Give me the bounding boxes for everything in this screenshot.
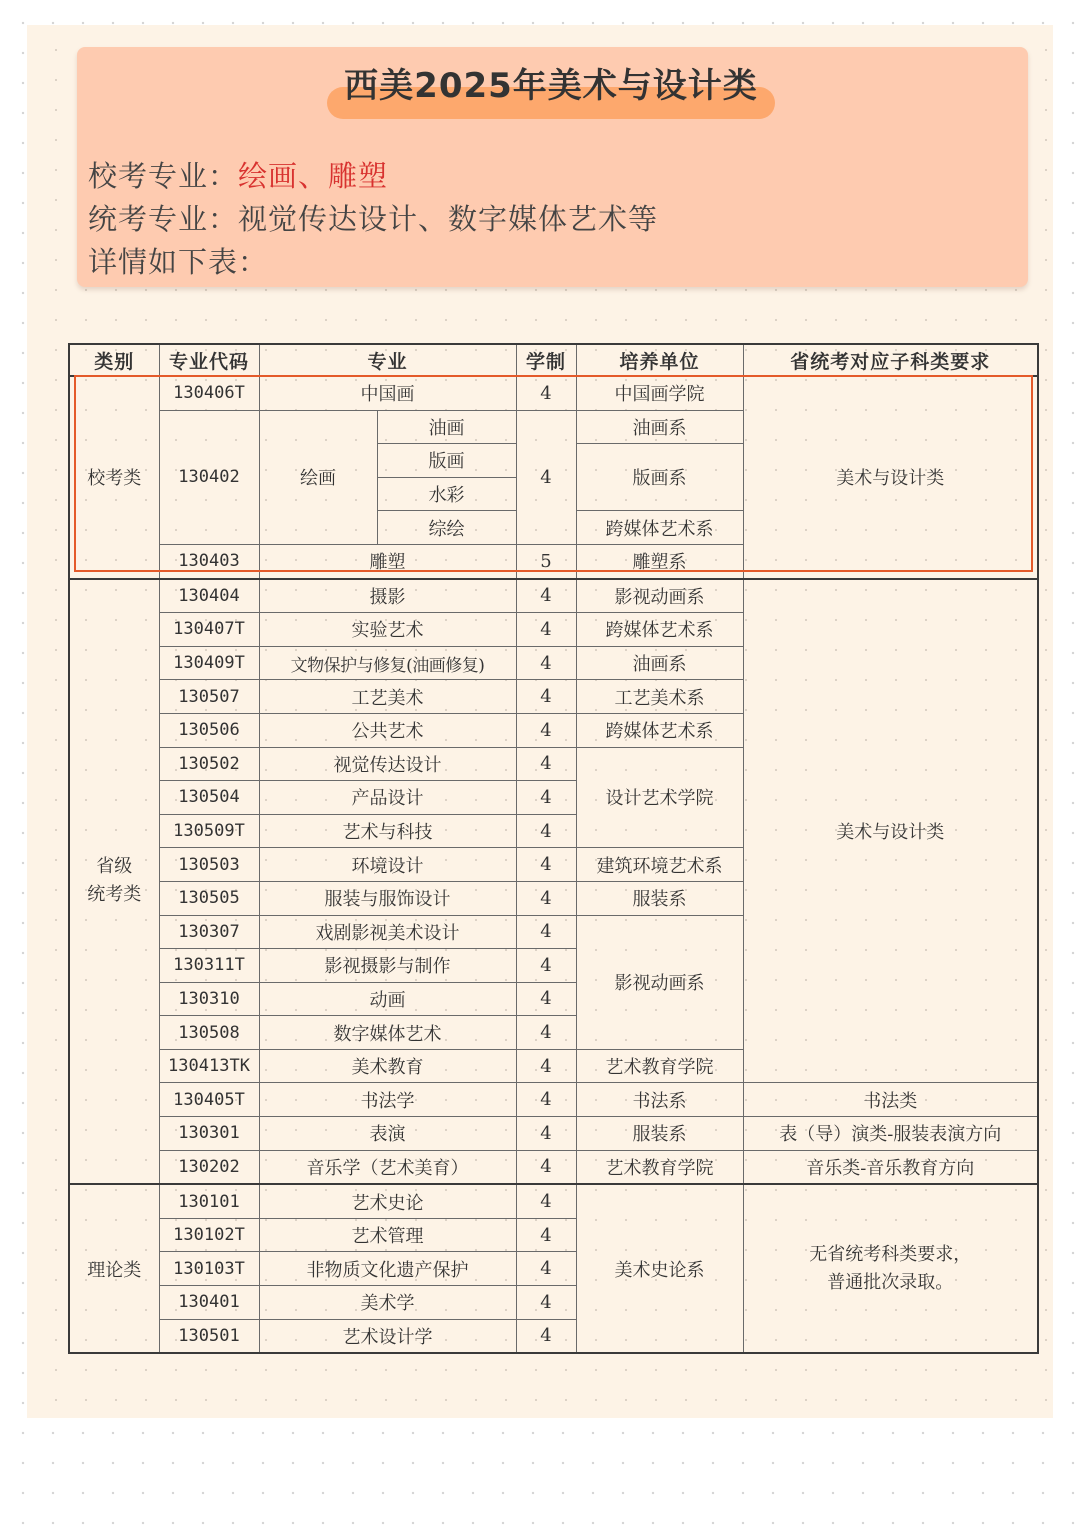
header-code: 专业代码 <box>159 344 259 376</box>
header-category: 类别 <box>69 344 159 376</box>
study-years: 4 <box>516 1049 576 1083</box>
major-name: 戏剧影视美术设计 <box>259 915 516 949</box>
painting-sub-major: 油画 <box>377 410 516 444</box>
major-name: 雕塑 <box>259 544 516 578</box>
requirement-music: 音乐类-音乐教育方向 <box>743 1150 1038 1184</box>
major-name: 文物保护与修复(油画修复) <box>259 646 516 680</box>
study-years: 4 <box>516 713 576 747</box>
major-name: 产品设计 <box>259 781 516 815</box>
training-unit: 建筑环境艺术系 <box>576 848 743 882</box>
study-years: 4 <box>516 881 576 915</box>
majors-table <box>68 343 1039 1354</box>
training-unit: 油画系 <box>576 646 743 680</box>
major-code: 130413TK <box>159 1049 259 1083</box>
training-unit: 跨媒体艺术系 <box>576 713 743 747</box>
major-name: 中国画 <box>259 376 516 410</box>
major-code: 130307 <box>159 915 259 949</box>
major-code: 130301 <box>159 1117 259 1151</box>
major-code: 130403 <box>159 544 259 578</box>
page-title: 西美2025年美术与设计类 <box>344 66 758 106</box>
major-code: 130101 <box>159 1184 259 1218</box>
major-name: 影视摄影与制作 <box>259 949 516 983</box>
training-unit: 工艺美术系 <box>576 680 743 714</box>
study-years: 4 <box>516 646 576 680</box>
table-row <box>69 1184 1038 1218</box>
major-code: 130502 <box>159 747 259 781</box>
training-unit: 书法系 <box>576 1083 743 1117</box>
requirement-theory: 无省统考科类要求， 普通批次录取。 <box>743 1184 1038 1353</box>
major-code: 130506 <box>159 713 259 747</box>
requirement-calligraphy: 书法类 <box>743 1083 1038 1117</box>
training-unit: 服装系 <box>576 881 743 915</box>
training-unit: 服装系 <box>576 1117 743 1151</box>
requirement-school-exam: 美术与设计类 <box>743 376 1038 579</box>
major-code: 130406T <box>159 376 259 410</box>
major-code: 130509T <box>159 814 259 848</box>
study-years: 4 <box>516 949 576 983</box>
study-years: 4 <box>516 1218 576 1252</box>
major-code: 130505 <box>159 881 259 915</box>
school-exam-line <box>88 154 388 195</box>
training-unit: 雕塑系 <box>576 544 743 578</box>
major-name: 美术学 <box>259 1286 516 1320</box>
major-name: 视觉传达设计 <box>259 747 516 781</box>
table-header-row <box>69 344 1038 376</box>
major-code: 130409T <box>159 646 259 680</box>
major-code: 130407T <box>159 613 259 647</box>
major-name: 摄影 <box>259 579 516 613</box>
table-row <box>69 376 1038 410</box>
study-years: 5 <box>516 544 576 578</box>
study-years: 4 <box>516 579 576 613</box>
study-years: 4 <box>516 1150 576 1184</box>
major-code: 130103T <box>159 1252 259 1286</box>
study-years: 4 <box>516 376 576 410</box>
major-code: 130507 <box>159 680 259 714</box>
training-unit: 中国画学院 <box>576 376 743 410</box>
major-code: 130503 <box>159 848 259 882</box>
training-unit: 跨媒体艺术系 <box>576 613 743 647</box>
major-name: 美术教育 <box>259 1049 516 1083</box>
school-exam-majors: 绘画、雕塑 <box>238 159 389 193</box>
major-name: 服装与服饰设计 <box>259 881 516 915</box>
training-unit: 设计艺术学院 <box>576 747 743 848</box>
header-unit: 培养单位 <box>576 344 743 376</box>
category-theory: 理论类 <box>69 1184 159 1353</box>
major-name: 绘画 <box>259 410 377 544</box>
major-code: 130102T <box>159 1218 259 1252</box>
unified-exam-line: 统考专业：视觉传达设计、数字媒体艺术等 <box>88 202 659 236</box>
header-years: 学制 <box>516 344 576 376</box>
major-code: 130402 <box>159 410 259 544</box>
major-name: 表演 <box>259 1117 516 1151</box>
major-code: 130405T <box>159 1083 259 1117</box>
major-name: 非物质文化遗产保护 <box>259 1252 516 1286</box>
table-row <box>69 1150 1038 1184</box>
details-line: 详情如下表： <box>88 245 269 279</box>
study-years: 4 <box>516 781 576 815</box>
major-code: 130404 <box>159 579 259 613</box>
study-years: 4 <box>516 982 576 1016</box>
major-name: 实验艺术 <box>259 613 516 647</box>
painting-sub-major: 版画 <box>377 444 516 478</box>
requirement-design: 美术与设计类 <box>743 579 1038 1083</box>
major-name: 书法学 <box>259 1083 516 1117</box>
major-name: 动画 <box>259 982 516 1016</box>
major-name: 艺术设计学 <box>259 1319 516 1353</box>
study-years: 4 <box>516 1286 576 1320</box>
school-exam-label: 校考专业： <box>88 159 239 193</box>
study-years: 4 <box>516 680 576 714</box>
training-unit: 美术史论系 <box>576 1184 743 1353</box>
header-requirement: 省统考对应子科类要求 <box>743 344 1038 376</box>
training-unit: 影视动画系 <box>576 915 743 1049</box>
major-name: 音乐学（艺术美育） <box>259 1150 516 1184</box>
major-name: 艺术史论 <box>259 1184 516 1218</box>
category-province-exam: 省级 统考类 <box>69 579 159 1185</box>
study-years: 4 <box>516 747 576 781</box>
major-code: 130311T <box>159 949 259 983</box>
training-unit: 版画系 <box>576 444 743 511</box>
major-name: 公共艺术 <box>259 713 516 747</box>
major-name: 艺术与科技 <box>259 814 516 848</box>
training-unit: 艺术教育学院 <box>576 1150 743 1184</box>
study-years: 4 <box>516 1184 576 1218</box>
category-school-exam: 校考类 <box>69 376 159 579</box>
major-name: 工艺美术 <box>259 680 516 714</box>
training-unit: 影视动画系 <box>576 579 743 613</box>
study-years: 4 <box>516 1319 576 1353</box>
header-major: 专业 <box>259 344 516 376</box>
major-code: 130310 <box>159 982 259 1016</box>
major-code: 130504 <box>159 781 259 815</box>
major-name: 环境设计 <box>259 848 516 882</box>
training-unit: 油画系 <box>576 410 743 444</box>
requirement-performance: 表（导）演类-服装表演方向 <box>743 1117 1038 1151</box>
major-code: 130508 <box>159 1016 259 1050</box>
table-row <box>69 1083 1038 1117</box>
major-code: 130501 <box>159 1319 259 1353</box>
table-row <box>69 579 1038 613</box>
study-years: 4 <box>516 1083 576 1117</box>
major-name: 艺术管理 <box>259 1218 516 1252</box>
training-unit: 艺术教育学院 <box>576 1049 743 1083</box>
majors-table-wrapper <box>68 343 1037 1354</box>
study-years: 4 <box>516 915 576 949</box>
major-name: 数字媒体艺术 <box>259 1016 516 1050</box>
painting-sub-major: 水彩 <box>377 477 516 511</box>
study-years: 4 <box>516 814 576 848</box>
major-code: 130202 <box>159 1150 259 1184</box>
study-years: 4 <box>516 1252 576 1286</box>
study-years: 4 <box>516 1117 576 1151</box>
major-code: 130401 <box>159 1286 259 1320</box>
training-unit: 跨媒体艺术系 <box>576 511 743 545</box>
study-years: 4 <box>516 613 576 647</box>
table-row <box>69 1117 1038 1151</box>
painting-sub-major: 综绘 <box>377 511 516 545</box>
study-years: 4 <box>516 1016 576 1050</box>
study-years: 4 <box>516 410 576 544</box>
study-years: 4 <box>516 848 576 882</box>
